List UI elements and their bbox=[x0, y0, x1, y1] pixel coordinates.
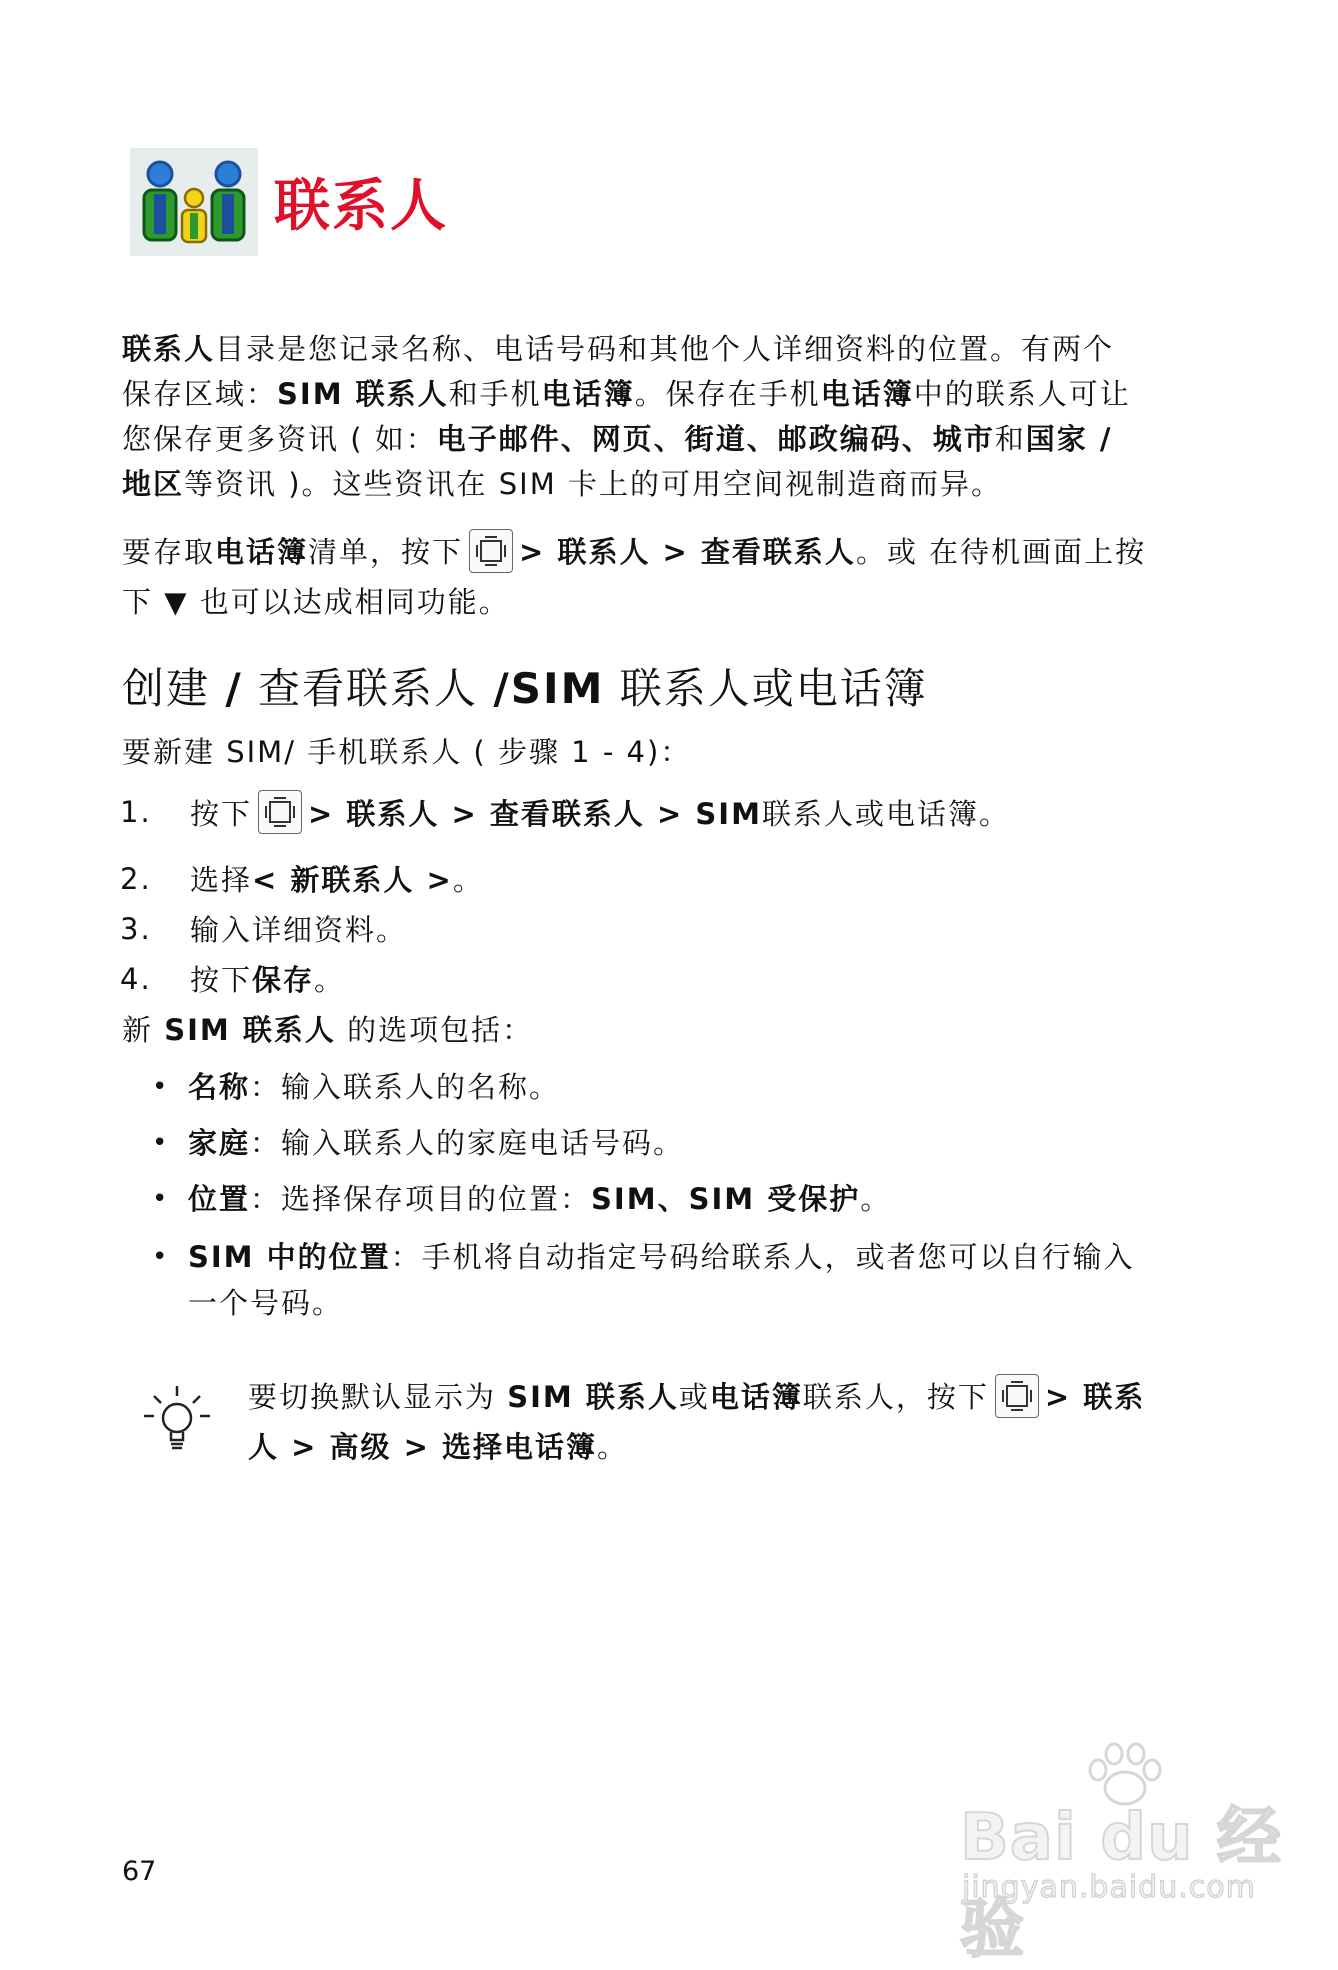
option-home: • 家庭：输入联系人的家庭电话号码。 bbox=[152, 1120, 1182, 1166]
step-1: 1. 按下 > 联系人 > 查看联系人 > SIM 联系人或电话簿 。 bbox=[120, 790, 1010, 834]
menu-key-icon bbox=[469, 529, 513, 573]
bullet-dot: • bbox=[152, 1128, 170, 1158]
menu-key-icon bbox=[995, 1374, 1039, 1418]
intro-line-2: 保存区域：SIM 联系人和手机电话簿。保存在手机电话簿中的联系人可让 bbox=[122, 377, 1131, 411]
access-line-1: 要存取电话簿清单，按下 > 联系人 > 查看联系人。或 在待机画面上按 bbox=[122, 527, 1182, 577]
bullet-dot: • bbox=[152, 1242, 170, 1272]
step-2: 2. 选择 < 新联系人 > 。 bbox=[120, 861, 484, 897]
lightbulb-icon bbox=[140, 1380, 214, 1464]
bullet-dot: • bbox=[152, 1072, 170, 1102]
page-title: 联系人 bbox=[274, 174, 448, 239]
contacts-icon bbox=[130, 148, 258, 256]
title-block bbox=[130, 148, 448, 256]
option-name: • 名称：输入联系人的名称。 bbox=[152, 1064, 1182, 1110]
page-number: 67 bbox=[122, 1856, 157, 1887]
step-3: 3. 输入详细资料。 bbox=[120, 911, 408, 947]
options-intro: 新 SIM 联系人 的选项包括： bbox=[122, 1013, 534, 1047]
intro-line-3: 您保存更多资讯 ( 如：电子邮件、网页、街道、邮政编码、城市和国家 / bbox=[122, 422, 1113, 456]
new-contact-intro: 要新建 SIM/ 手机联系人 ( 步骤 1 - 4)： bbox=[122, 735, 692, 769]
intro-line-1: 联系人目录是您记录名称、电话号码和其他个人详细资料的位置。有两个 bbox=[122, 332, 1115, 366]
watermark-url: jingyan.baidu.com bbox=[962, 1870, 1256, 1905]
intro-paragraph bbox=[122, 327, 1182, 507]
bullet-dot: • bbox=[152, 1184, 170, 1214]
intro-line-4: 地区等资讯 )。这些资讯在 SIM 卡上的可用空间视制造商而异。 bbox=[122, 467, 1002, 501]
watermark-brand: Bai du 经验 bbox=[960, 1801, 1282, 1967]
section-heading: 创建 / 查看联系人 /SIM 联系人或电话簿 bbox=[122, 664, 928, 713]
step-4: 4. 按下 保存 。 bbox=[120, 961, 346, 997]
access-paragraph bbox=[122, 527, 1182, 627]
baidu-watermark bbox=[960, 1740, 1290, 1967]
menu-key-icon bbox=[258, 790, 302, 834]
option-sim-position: • SIM 中的位置：手机将自动指定号码给联系人，或者您可以自行输入 一个号码。 bbox=[152, 1234, 1182, 1326]
access-line-2: 下 ▼ 也可以达成相同功能。 bbox=[122, 585, 510, 619]
tip-text: 要切换默认显示为 SIM 联系人或电话簿联系人，按下 > 联系 人 > 高级 > 选择电话簿。 bbox=[248, 1372, 1178, 1472]
option-location: • 位置：选择保存项目的位置：SIM、SIM 受保护。 bbox=[152, 1176, 1182, 1222]
